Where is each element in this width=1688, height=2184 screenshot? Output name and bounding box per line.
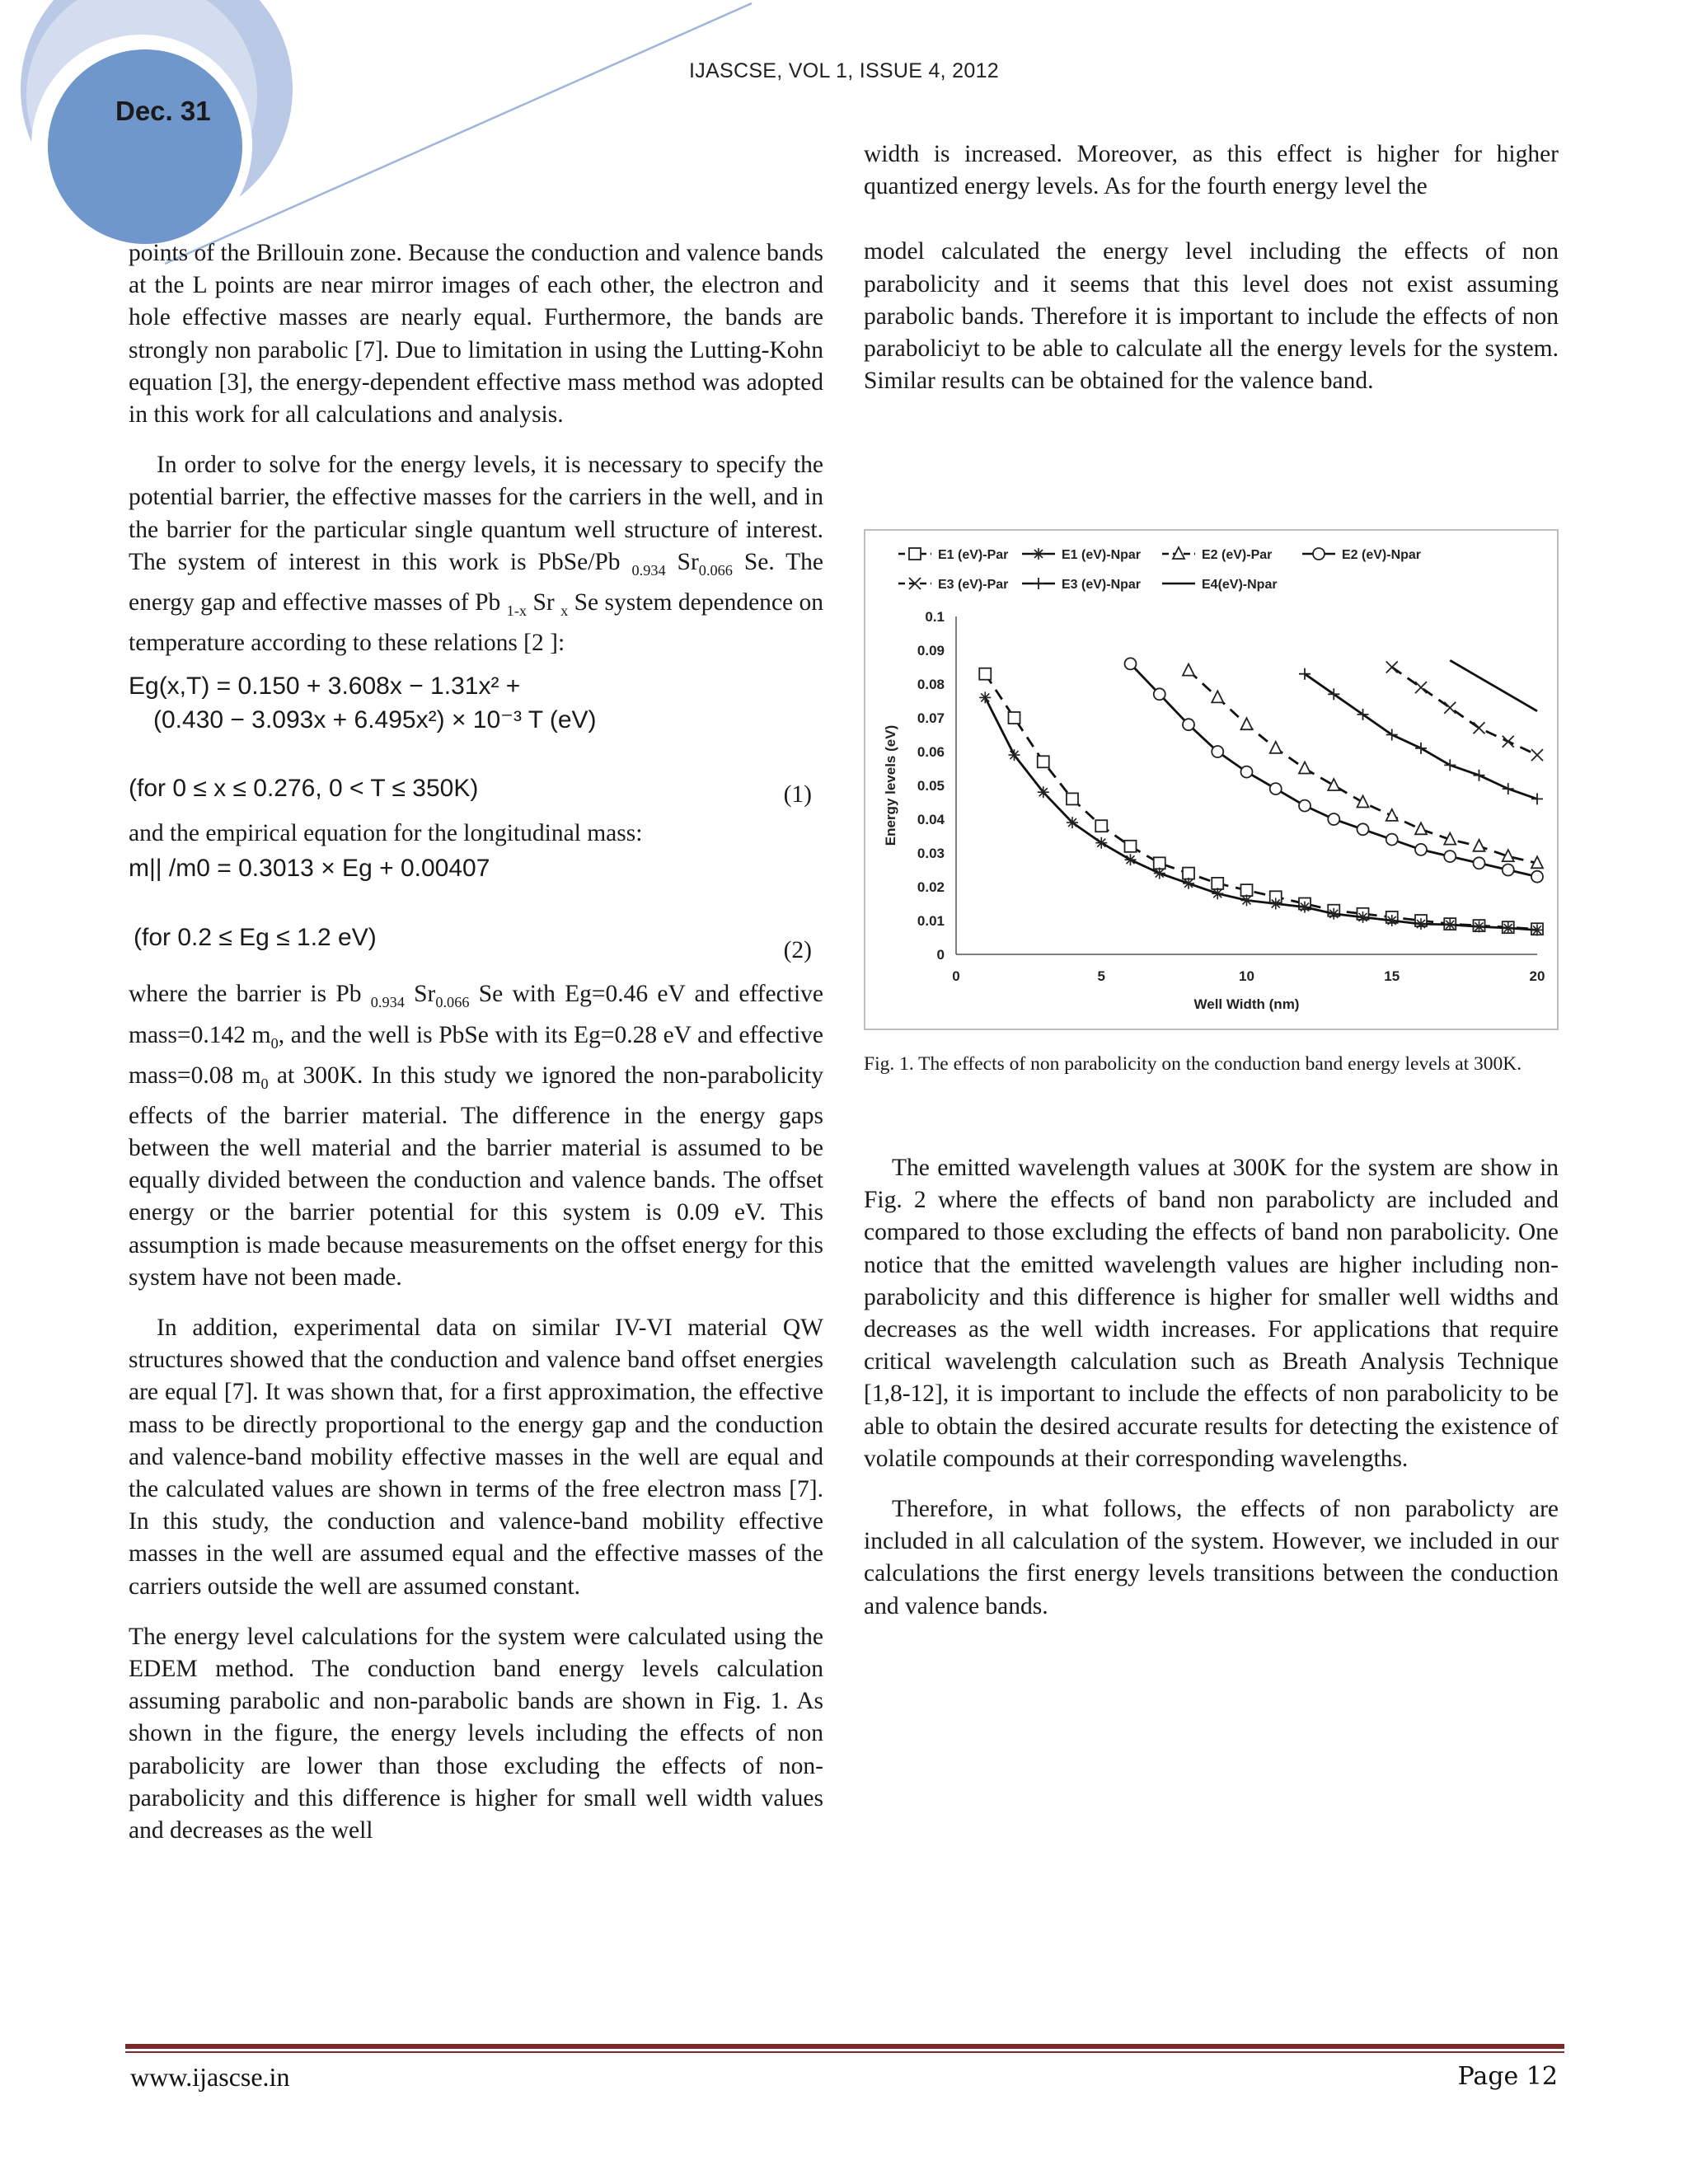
- right-column-lower: [864, 1152, 1559, 1641]
- equation-1-line-2: (0.430 − 3.093x + 6.495x²) × 10⁻³ T (eV): [153, 706, 597, 734]
- data-point: [1212, 746, 1223, 757]
- data-point: [1474, 857, 1485, 869]
- data-point: [1183, 878, 1194, 889]
- paragraph-fourth-level: model calculated the energy level including the effects of non parabolicity and it seems that this level does not exist assuming parabolic bands. Therefore it is important to include the effects of non paraboliciyt to be able to calculate all the energy levels for the system. Similar results can be obtained for the valence band.: [864, 238, 1559, 395]
- paragraph-width-increase: width is increased. Moreover, as this effect is higher for higher quantized energy levels. As for the fourth energy level the: [864, 141, 1559, 200]
- paragraph-conclusion: Therefore, in what follows, the effects of non parabolicty are included in all calculation of the system. However, we included in our calculations the first energy levels transitions between the conduction and valence bands.: [864, 1496, 1559, 1619]
- data-point: [1328, 779, 1339, 790]
- text-run: Sr: [527, 588, 561, 616]
- text-run: Sr: [404, 981, 436, 1008]
- y-tick-label: 0.05: [917, 778, 945, 794]
- data-point: [1503, 922, 1514, 934]
- data-point: [1270, 783, 1282, 794]
- legend-label-2: E1 (eV)-Npar: [1062, 548, 1142, 562]
- paragraph-barrier-description: [129, 978, 823, 1294]
- data-point: [1154, 857, 1165, 869]
- subscript: 0: [260, 1075, 269, 1092]
- series-line-2: [985, 697, 1537, 930]
- subscript: 0.934: [631, 561, 666, 579]
- data-point: [1125, 854, 1137, 865]
- equation-1-number: (1): [783, 781, 812, 808]
- data-point: [1067, 793, 1078, 804]
- text-run: Se. The energy gap and effective masses of Pb: [129, 548, 824, 616]
- paragraph-edem-method: The energy level calculations for the system were calculated using the EDEM method. The conduction band energy levels calculation assuming parabolic and non-parabolic bands are shown in Fig. 1. As shown in the figure, the energy levels including the effects of non parabolicity are lower than those excluding the effects of non-parabolicity and this difference is higher for small well width values and decreases as the well: [129, 1623, 823, 1844]
- y-tick-label: 0.09: [917, 643, 945, 658]
- issue-date: Dec. 31: [115, 96, 211, 126]
- data-point: [1415, 743, 1427, 754]
- y-tick-label: 0.06: [917, 744, 945, 760]
- y-tick-label: 0.1: [925, 609, 945, 625]
- y-tick-label: 0: [936, 947, 945, 963]
- data-point: [1357, 823, 1369, 835]
- data-point: [1270, 742, 1282, 753]
- legend-label-5: E3 (eV)-Par: [938, 578, 1009, 592]
- legend-marker-4: [1313, 548, 1325, 560]
- data-point: [979, 668, 991, 680]
- subscript: 0.066: [698, 561, 733, 579]
- data-point: [1183, 664, 1194, 676]
- data-point: [1328, 908, 1339, 920]
- data-point: [1154, 868, 1165, 879]
- data-point: [1212, 878, 1223, 889]
- data-point: [1474, 770, 1485, 781]
- text-run: Se with Eg=0.46 eV and effective mass=0.142 m: [129, 981, 823, 1048]
- series-line-5: [1392, 668, 1537, 756]
- data-point: [1270, 898, 1282, 910]
- y-tick-label: 0.08: [917, 677, 945, 692]
- legend-label-4: E2 (eV)-Npar: [1342, 548, 1422, 562]
- y-tick-label: 0.03: [917, 846, 945, 861]
- text-run: , and the well is PbSe with its Eg=0.28 eV and effective mass=0.08 m: [129, 1021, 823, 1089]
- page-number: Page 12: [1457, 2062, 1558, 2091]
- data-point: [1415, 682, 1427, 693]
- data-point: [1095, 837, 1107, 849]
- data-point: [1444, 759, 1456, 771]
- paragraph-emitted-wavelength: The emitted wavelength values at 300K for the system are show in Fig. 2 where the effects of band non parabolicty are included and compared to those excluding the effects of band non parabolicity. One notice that the emitted wavelength values are higher including non-parabolicity and this difference is higher for smaller well widths and decreases as the well width increases. For applications that require critical wavelength calculation such as Breath Analysis Technique [1,8-12], it is important to include the effects of non parabolicity to be able to obtain the desired accurate results for detecting the existence of volatile compounds at their corresponding wavelengths.: [864, 1155, 1559, 1472]
- data-point: [1241, 894, 1253, 906]
- data-point: [1299, 800, 1311, 812]
- data-point: [1386, 834, 1398, 846]
- footer-rule: [125, 2044, 1564, 2049]
- equation-2-number: (2): [783, 937, 812, 964]
- data-point: [1299, 902, 1311, 913]
- text-run: Sr: [665, 548, 699, 575]
- legend-label-1: E1 (eV)-Par: [938, 548, 1009, 562]
- data-point: [1474, 722, 1485, 733]
- data-point: [1357, 912, 1369, 923]
- data-point: [1503, 865, 1514, 876]
- y-tick-label: 0.02: [917, 879, 945, 895]
- footer-url: www.ijascse.in: [130, 2062, 290, 2092]
- data-point: [1386, 662, 1398, 673]
- equation-2: [129, 855, 823, 978]
- text-run: Se system dependence on temperature according to these relations [2 ]:: [129, 588, 824, 657]
- paragraph-potential-barrier: [129, 449, 823, 659]
- data-point: [1474, 840, 1485, 851]
- data-point: [1531, 871, 1543, 883]
- equation-2-condition: (for 0.2 ≤ Eg ≤ 1.2 eV): [134, 924, 377, 952]
- data-point: [1415, 918, 1427, 930]
- data-point: [1386, 915, 1398, 926]
- equation-1-condition: (for 0 ≤ x ≤ 0.276, 0 < T ≤ 350K): [129, 775, 479, 803]
- x-axis-label: Well Width (nm): [1193, 996, 1300, 1012]
- legend-marker-6: [1033, 578, 1044, 589]
- data-point: [1328, 813, 1339, 825]
- series-line-7: [1450, 660, 1537, 711]
- data-point: [1299, 762, 1311, 774]
- data-point: [1038, 756, 1049, 767]
- data-point: [1009, 749, 1020, 761]
- data-point: [1154, 688, 1165, 700]
- data-point: [1125, 658, 1137, 669]
- legend-marker-1: [909, 548, 921, 560]
- data-point: [1038, 786, 1049, 798]
- data-point: [1241, 884, 1253, 896]
- data-point: [979, 691, 991, 703]
- left-column: [129, 237, 823, 1865]
- right-column: [864, 138, 1559, 415]
- data-point: [1531, 749, 1543, 761]
- x-tick-label: 20: [1529, 968, 1545, 984]
- subscript: 0: [270, 1034, 279, 1052]
- text-run: In order to solve for the energy levels, it is necessary to specify the potential barrier, the effective masses for the carriers in the well, and in the barrier for the particular single quantum well structure of interest. The system of interest in this work is PbSe/Pb: [129, 452, 823, 575]
- data-point: [1241, 718, 1253, 729]
- y-tick-label: 0.01: [917, 913, 945, 929]
- data-point: [1009, 712, 1020, 724]
- legend-label-3: E2 (eV)-Par: [1202, 548, 1273, 562]
- data-point: [1503, 736, 1514, 748]
- data-point: [1415, 844, 1427, 855]
- data-point: [1444, 702, 1456, 714]
- x-tick-label: 10: [1239, 968, 1254, 984]
- data-point: [1474, 921, 1485, 932]
- data-point: [1444, 919, 1456, 930]
- data-point: [1095, 820, 1107, 832]
- subscript: x: [560, 602, 569, 619]
- data-point: [1183, 719, 1194, 730]
- data-point: [1183, 868, 1194, 879]
- data-point: [1241, 766, 1253, 778]
- x-tick-label: 5: [1097, 968, 1105, 984]
- paragraph-brillouin: points of the Brillouin zone. Because the conduction and valence bands at the L points are near mirror images of each other, the electron and hole effective masses are nearly equal. Furthermore, the bands are strongly non parabolic [7]. Due to limitation in using the Lutting-Kohn equation [3], the energy-dependent effective mass method was adopted in this work for all calculations and analysis.: [129, 240, 823, 429]
- subscript: 1-x: [506, 602, 528, 619]
- equation-1-line-1: Eg(x,T) = 0.150 + 3.608x − 1.31x² +: [129, 673, 521, 701]
- equation-2-line: m|| /m0 = 0.3013 × Eg + 0.00407: [129, 855, 490, 883]
- paragraph-longitudinal-mass: and the empirical equation for the longitudinal mass:: [129, 820, 643, 847]
- data-point: [1067, 817, 1078, 828]
- x-tick-label: 0: [952, 968, 960, 984]
- data-point: [1444, 851, 1456, 862]
- text-run: at 300K. In this study we ignored the non-parabolicity effects of the barrier material. The difference in the energy gaps between the well material and the barrier material is assumed to be equally divided between the conduction and valence bands. The offset energy or the barrier potential for this system is 0.09 eV. This assumption is made because measurements on the offset energy for this system have not been made.: [129, 1062, 823, 1291]
- data-point: [1357, 796, 1369, 808]
- x-tick-label: 15: [1384, 968, 1400, 984]
- legend-label-7: E4(eV)-Npar: [1202, 578, 1278, 592]
- data-point: [1531, 793, 1543, 804]
- paragraph-experimental-data: In addition, experimental data on similar IV-VI material QW structures showed that the conduction and valence band offset energies are equal [7]. It was shown that, for a first approximation, the effective mass to be directly proportional to the energy gap and the conduction and valence-band mobility effective masses in the well are equal and the calculated values are shown in terms of the free electron mass [7]. In this study, the conduction and valence-band mobility effective masses in the well are assumed equal and the effective masses of the carriers outside the well are assumed constant.: [129, 1314, 823, 1600]
- y-tick-label: 0.07: [917, 710, 945, 726]
- energy-levels-chart: [865, 531, 1557, 1029]
- subscript: 0.934: [370, 994, 405, 1011]
- data-point: [1212, 691, 1223, 702]
- text-run: where the barrier is Pb: [129, 981, 371, 1008]
- figure-1-caption: Fig. 1. The effects of non parabolicity on the conduction band energy levels at 300K.: [864, 1053, 1522, 1075]
- legend-marker-2: [1033, 548, 1044, 560]
- footer-rule-thin: [125, 2051, 1564, 2053]
- equation-1: [129, 673, 823, 818]
- data-point: [1212, 888, 1223, 899]
- y-tick-label: 0.04: [917, 812, 945, 827]
- figure-1-chart: [864, 529, 1559, 1030]
- legend-label-6: E3 (eV)-Npar: [1062, 578, 1142, 592]
- data-point: [1503, 783, 1514, 794]
- journal-header: IJASCSE, VOL 1, ISSUE 4, 2012: [688, 59, 999, 82]
- data-point: [1415, 823, 1427, 834]
- data-point: [1531, 924, 1543, 935]
- data-point: [1125, 841, 1137, 852]
- subscript: 0.066: [435, 994, 470, 1011]
- y-axis-label: Energy levels (eV): [883, 724, 898, 846]
